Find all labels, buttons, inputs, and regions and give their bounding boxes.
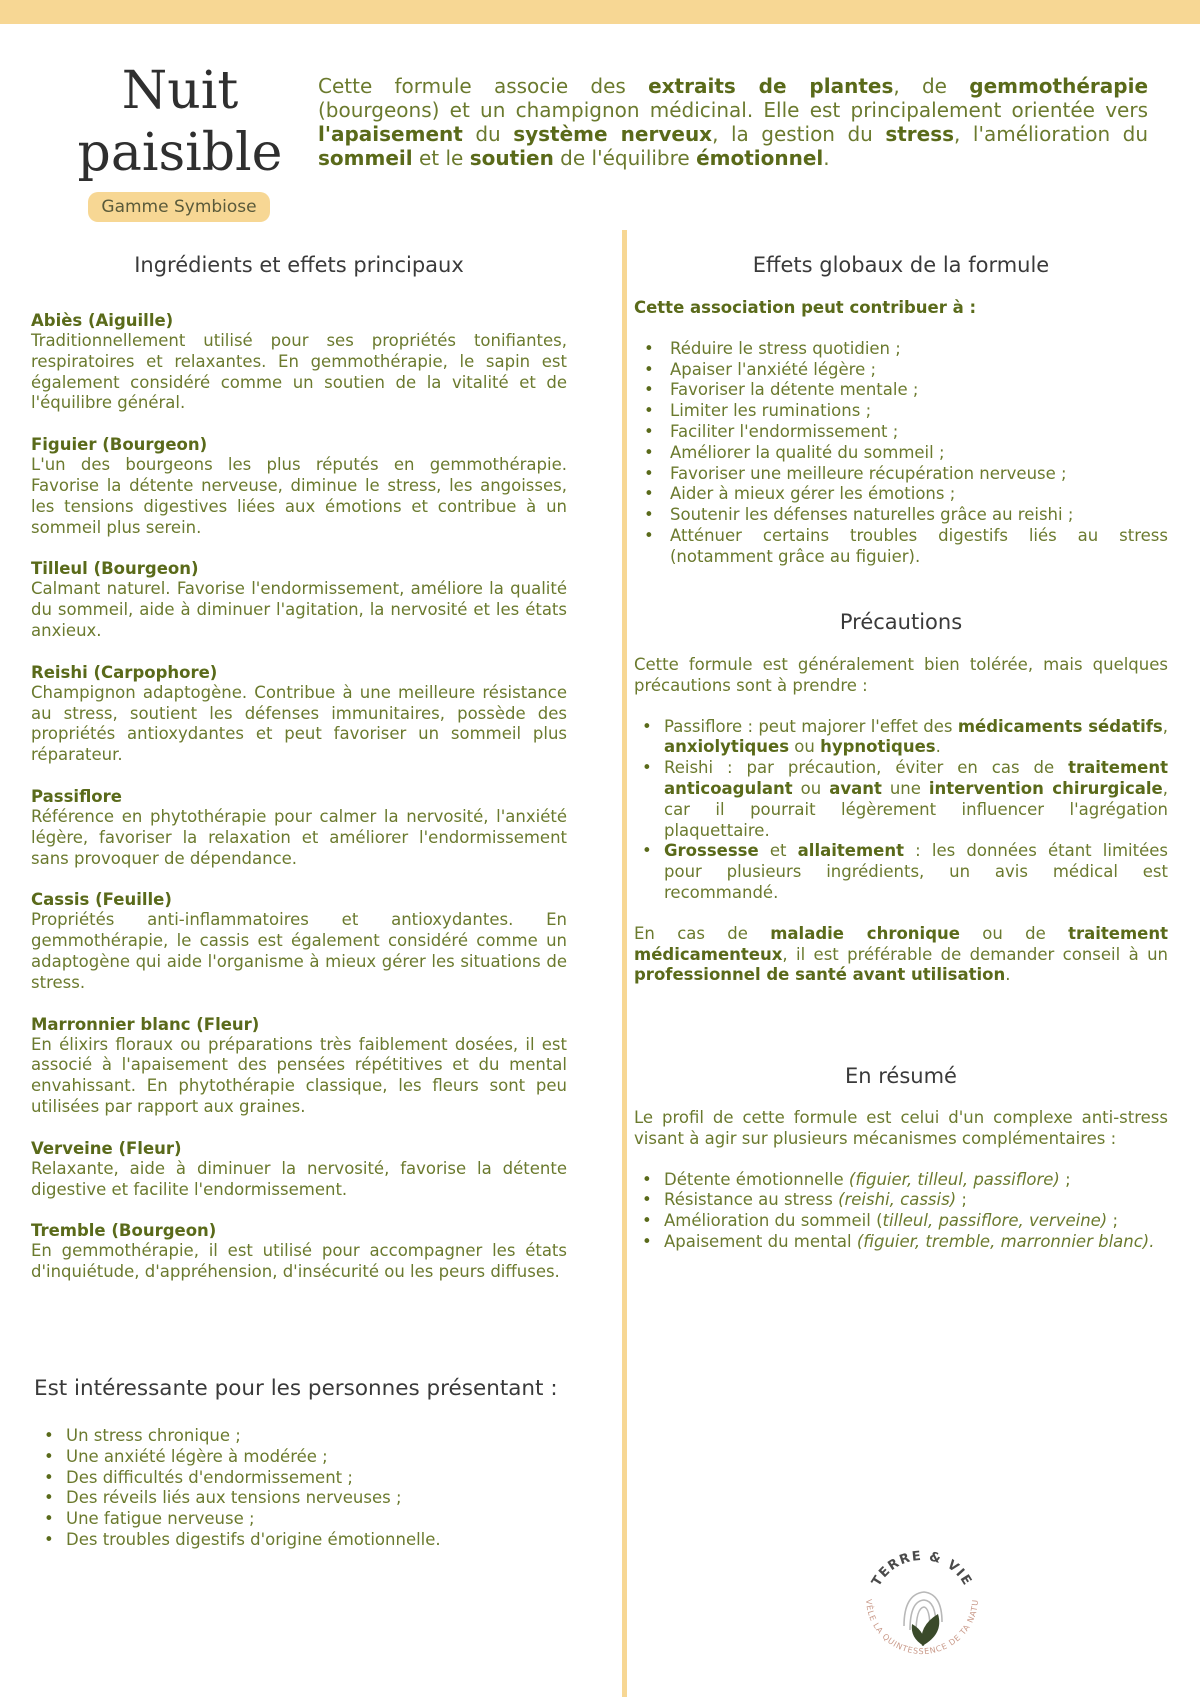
list-item: • Une anxiété légère à modérée ;: [36, 1447, 576, 1468]
ingredient-item: [31, 558, 567, 641]
ingredient-item: [31, 434, 567, 538]
text-run: ,: [1162, 716, 1168, 736]
svg-text:TERRE & VIE: [869, 1549, 975, 1589]
bold-text: anxiolytiques: [664, 737, 790, 757]
logo-ring-text: VÈLE LA QUINTESSENCE DE TA NATU: [863, 1598, 981, 1657]
intro-paragraph: [318, 74, 1148, 170]
ingredient-name: Passiflore: [31, 786, 122, 806]
text-run: et le: [412, 146, 470, 170]
ingredient-name: Abiès (Aiguille): [31, 311, 174, 330]
bold-text: gemmothérapie: [969, 74, 1149, 98]
text-run: (bourgeons) et un champignon médicinal. Elle est principalement orientée vers: [318, 98, 1148, 122]
italic-text: tilleul, passiflore, verveine): [882, 1211, 1108, 1231]
list-item: • Favoriser la détente mentale ;: [634, 380, 1168, 401]
list-item: • Aider à mieux gérer les émotions ;: [634, 484, 1168, 505]
ingredient-description: Calmant naturel. Favorise l'endormissement, améliore la qualité du sommeil, aide à diminuer l'agitation, la nervosité et les états anxieux.: [31, 579, 567, 640]
bold-text: Grossesse: [664, 841, 759, 861]
ingredient-name: Tilleul (Bourgeon): [31, 559, 199, 579]
effects-lead: Cette association peut contribuer à :: [634, 298, 977, 317]
text-run: , de: [893, 74, 970, 98]
list-item: • Atténuer certains troubles digestifs liés au stress (notamment grâce au figuier).: [634, 526, 1168, 568]
bold-text: l'apaisement: [318, 122, 463, 146]
column-divider: [622, 230, 627, 1697]
list-item: • Des réveils liés aux tensions nerveuses ;: [36, 1488, 576, 1509]
italic-text: (figuier, tilleul, passiflore): [848, 1169, 1060, 1189]
page-title: [70, 60, 290, 184]
precautions-note: [634, 924, 1168, 986]
ingredient-item: [31, 1138, 567, 1201]
text-run: une: [881, 778, 929, 798]
effects-section: [634, 298, 1168, 568]
ingredients-list: [31, 310, 567, 1303]
title-line-1: Nuit: [121, 61, 239, 121]
list-item: • Limiter les ruminations ;: [634, 401, 1168, 422]
ingredient-name: Figuier (Bourgeon): [31, 435, 208, 455]
text-run: de l'équilibre: [553, 146, 697, 170]
ingredient-name: Tremble (Bourgeon): [31, 1221, 217, 1241]
top-accent-bar: [0, 0, 1200, 24]
summary-heading: En résumé: [845, 1064, 957, 1088]
ingredient-description: Traditionnellement utilisé pour ses propriétés tonifiantes, respiratoires et relaxantes. En gemmothérapie, le sapin est également considéré comme un soutien de la vitalité et de l'équilibre général.: [31, 331, 567, 413]
leaf-fingerprint-icon: [852, 1538, 992, 1678]
interest-heading: Est intéressante pour les personnes présentant :: [34, 1376, 558, 1401]
list-item: • Une fatigue nerveuse ;: [36, 1509, 576, 1530]
ingredient-description: Champignon adaptogène. Contribue à une meilleure résistance au stress, soutient les défenses immunitaires, possède des propriétés antioxydantes et peut favoriser un sommeil plus réparateur.: [31, 682, 567, 765]
text-run: Apaisement du mental: [664, 1231, 857, 1251]
logo-top-text: TERRE & VIE: [869, 1548, 975, 1590]
ingredient-item: [31, 1220, 567, 1283]
text-run: Détente émotionnelle: [664, 1169, 849, 1189]
list-item: • Soutenir les défenses naturelles grâce au reishi ;: [634, 505, 1168, 526]
text-run: , car il pourrait légèrement influencer l'agrégation plaquettaire.: [664, 778, 1168, 840]
effects-list: [634, 339, 1168, 568]
list-item: • Réduire le stress quotidien ;: [634, 339, 1168, 360]
list-item: • Des troubles digestifs d'origine émotionnelle.: [36, 1530, 576, 1551]
interest-list: [36, 1426, 576, 1551]
text-run: ou de: [959, 923, 1069, 943]
bold-text: traitement médicamenteux: [634, 923, 1168, 964]
summary-item: [634, 1170, 1168, 1191]
text-run: Passiflore : peut majorer l'effet des: [664, 716, 958, 736]
terre-et-vie-logo: [852, 1538, 992, 1678]
text-run: Amélioration du sommeil (: [664, 1211, 883, 1231]
list-item: • Un stress chronique ;: [36, 1426, 576, 1447]
text-run: .: [935, 737, 941, 757]
summary-list: [634, 1170, 1168, 1253]
text-run: et: [758, 841, 798, 861]
summary-intro: Le profil de cette formule est celui d'un complexe anti-stress visant à agir sur plusieurs mécanismes complémentaires :: [634, 1108, 1168, 1148]
ingredient-description: En élixirs floraux ou préparations très faiblement dosées, il est associé à l'apaisement des pensées répétitives et du mental envahissant. En phytothérapie classique, les fleurs sont peu utilisées par rapport aux graines.: [31, 1034, 567, 1116]
ingredient-item: [31, 889, 567, 993]
text-run: , l'amélioration du: [954, 122, 1149, 146]
list-item: • Apaiser l'anxiété légère ;: [634, 360, 1168, 381]
bold-text: maladie chronique: [770, 923, 960, 943]
ingredient-description: L'un des bourgeons les plus réputés en gemmothérapie. Favorise la détente nerveuse, diminue le stress, les angoisses, les tensions digestives liées aux émotions et contribue à un sommeil plus serein.: [31, 455, 567, 537]
ingredient-description: Référence en phytothérapie pour calmer la nervosité, l'anxiété légère, favoriser la relaxation et améliorer l'endormissement sans provoquer de dépendance.: [31, 806, 567, 868]
text-run: .: [1005, 965, 1011, 985]
text-run: ou: [792, 778, 830, 798]
text-run: .: [823, 146, 830, 170]
range-badge: Gamme Symbiose: [88, 192, 270, 222]
text-run: , la gestion du: [712, 122, 886, 146]
summary-item: [634, 1232, 1168, 1253]
list-item: • Favoriser une meilleure récupération nerveuse ;: [634, 464, 1168, 485]
ingredient-description: Propriétés anti-inflammatoires et antioxydantes. En gemmothérapie, le cassis est également considéré comme un adaptogène qui aide l'organisme à mieux gérer les situations de stress.: [31, 910, 567, 992]
text-run: ;: [1107, 1211, 1119, 1231]
text-run: ;: [1059, 1169, 1071, 1189]
bold-text: émotionnel: [696, 146, 824, 170]
ingredient-name: Marronnier blanc (Fleur): [31, 1014, 260, 1034]
bold-text: système nerveux: [513, 122, 713, 146]
precaution-item: [634, 758, 1168, 841]
summary-item: [634, 1190, 1168, 1211]
precautions-intro: Cette formule est généralement bien tolérée, mais quelques précautions sont à prendre :: [634, 655, 1168, 695]
text-run: Cette formule associe des: [318, 74, 649, 98]
bold-text: avant: [829, 778, 882, 798]
text-run: ;: [956, 1190, 967, 1210]
precaution-item: [634, 841, 1168, 903]
text-run: En cas de: [634, 923, 771, 943]
bold-text: soutien: [469, 146, 554, 170]
ingredient-description: Relaxante, aide à diminuer la nervosité, favorise la détente digestive et facilite l'endormissement.: [31, 1158, 567, 1199]
text-run: : les données étant limitées pour plusieurs ingrédients, un avis médical est recommandé.: [664, 841, 1168, 902]
bold-text: traitement anticoagulant: [664, 758, 1168, 798]
ingredient-item: [31, 662, 567, 766]
bold-text: hypnotiques: [820, 737, 936, 757]
bold-text: allaitement: [797, 841, 904, 861]
bold-text: stress: [885, 122, 955, 146]
list-item: • Des difficultés d'endormissement ;: [36, 1468, 576, 1489]
text-run: ou: [789, 737, 821, 757]
bold-text: médicaments sédatifs: [957, 716, 1163, 736]
title-line-2: paisible: [77, 123, 283, 183]
text-run: du: [462, 122, 514, 146]
ingredient-name: Reishi (Carpophore): [31, 662, 218, 682]
ingredient-description: En gemmothérapie, il est utilisé pour accompagner les états d'inquiétude, d'appréhension, d'insécurité ou les peurs diffuses.: [31, 1241, 567, 1282]
list-item: • Améliorer la qualité du sommeil ;: [634, 443, 1168, 464]
ingredient-name: Verveine (Fleur): [31, 1138, 182, 1158]
summary-item: [634, 1211, 1168, 1232]
precautions-heading: Précautions: [839, 610, 963, 634]
bold-text: professionnel de santé avant utilisation: [634, 965, 1006, 985]
ingredient-item: [31, 1014, 567, 1118]
effects-heading: Effets globaux de la formule: [752, 253, 1050, 277]
italic-text: (figuier, tremble, marronnier blanc).: [856, 1231, 1155, 1251]
ingredient-item: [31, 310, 567, 414]
precautions-list: [634, 717, 1168, 904]
ingredients-heading: Ingrédients et effets principaux: [134, 253, 464, 277]
bold-text: extraits de plantes: [648, 74, 894, 98]
bold-text: intervention chirurgicale: [928, 778, 1163, 798]
ingredient-name: Cassis (Feuille): [31, 890, 172, 910]
ingredient-item: [31, 786, 567, 869]
summary-section: [634, 1108, 1168, 1253]
list-item: • Faciliter l'endormissement ;: [634, 422, 1168, 443]
bold-text: sommeil: [318, 146, 413, 170]
text-run: , il est préférable de demander conseil à un: [782, 944, 1168, 964]
precautions-section: [634, 655, 1168, 986]
precaution-item: [634, 717, 1168, 759]
text-run: Reishi : par précaution, éviter en cas de: [664, 758, 1069, 778]
italic-text: (reishi, cassis): [838, 1190, 957, 1210]
text-run: Résistance au stress: [664, 1190, 839, 1210]
